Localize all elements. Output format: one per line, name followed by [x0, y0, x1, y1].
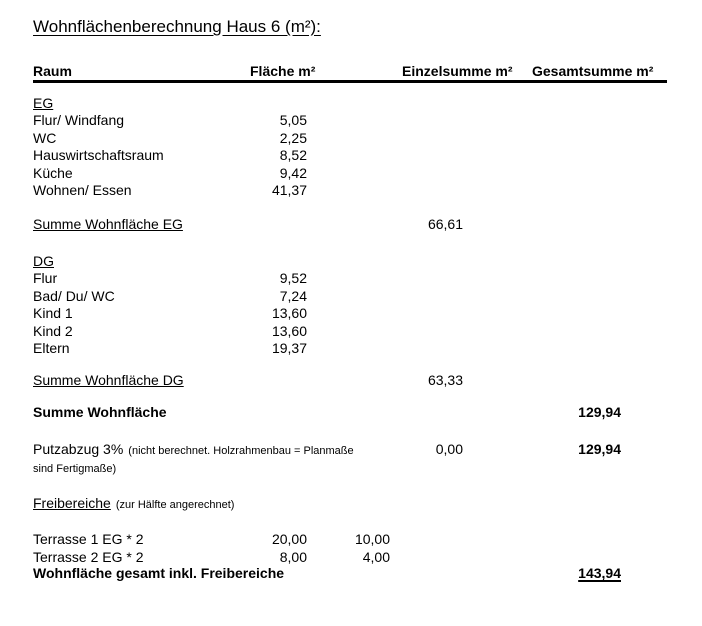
room-row [0, 340, 702, 358]
putzabzug-einzelsumme: 0,00 [435, 441, 463, 457]
column-header-einzelsumme: Einzelsumme m² [402, 63, 513, 79]
section-label: EG [33, 95, 54, 111]
putzabzug-label-line [33, 441, 354, 457]
terrace-half-area: 4,00 [362, 549, 390, 565]
room-row [0, 182, 702, 200]
putzabzug-note-line1: (nicht berechnet. Holzrahmenbau = Planmaße [128, 445, 354, 457]
room-name: Kind 2 [33, 323, 73, 339]
room-area: 41,37 [271, 182, 307, 198]
room-area: 19,37 [271, 340, 307, 356]
room-name: Eltern [33, 340, 70, 356]
room-row [0, 288, 702, 306]
room-row [0, 305, 702, 323]
room-name: Flur/ Windfang [33, 112, 125, 128]
room-row [0, 165, 702, 183]
column-header-gesamtsumme: Gesamtsumme m² [532, 63, 654, 79]
room-row [0, 270, 702, 288]
column-header-flaeche: Fläche m² [250, 63, 316, 79]
sum-value: 63,33 [427, 372, 463, 388]
room-area: 9,42 [279, 165, 307, 181]
terrace-area: 8,00 [279, 549, 307, 565]
putzabzug-label: Putzabzug 3% [33, 441, 124, 457]
sum-value: 129,94 [578, 404, 621, 420]
terrace-row [0, 531, 702, 549]
terrace-name: Terrasse 2 EG * 2 [33, 549, 144, 565]
page-title: Wohnflächenberechnung Haus 6 (m²): [33, 17, 321, 36]
sum-label: Summe Wohnfläche [33, 404, 167, 420]
room-row [0, 147, 702, 165]
putzabzug-note-line2: sind Fertigmaße) [33, 463, 117, 475]
terrace-half-area: 10,00 [354, 531, 390, 547]
sum-value: 66,61 [427, 216, 463, 232]
freibereiche-header [33, 495, 234, 511]
room-name: Kind 1 [33, 305, 73, 321]
room-area: 5,05 [279, 112, 307, 128]
room-name: Wohnen/ Essen [33, 182, 132, 198]
terrace-area: 20,00 [271, 531, 307, 547]
room-name: Flur [33, 270, 58, 286]
room-area: 9,52 [279, 270, 307, 286]
section-label-eg [0, 95, 702, 113]
grand-total-label: Wohnfläche gesamt inkl. Freibereiche [33, 565, 285, 581]
room-name: WC [33, 130, 57, 146]
putzabzug-row [0, 441, 702, 459]
section-label: DG [33, 253, 54, 269]
room-area: 8,52 [279, 147, 307, 163]
table-header-row [0, 63, 702, 81]
putzabzug-note-row [0, 463, 702, 481]
sum-row-eg [0, 216, 702, 234]
putzabzug-gesamtsumme: 129,94 [578, 441, 621, 457]
room-area: 13,60 [271, 323, 307, 339]
room-name: Küche [33, 165, 73, 181]
sum-label: Summe Wohnfläche DG [33, 372, 184, 388]
room-name: Bad/ Du/ WC [33, 288, 115, 304]
header-rule [33, 80, 667, 83]
room-row [0, 130, 702, 148]
room-row [0, 112, 702, 130]
column-header-raum: Raum [33, 63, 72, 79]
room-name: Hauswirtschaftsraum [33, 147, 164, 163]
room-row [0, 323, 702, 341]
terrace-name: Terrasse 1 EG * 2 [33, 531, 144, 547]
section-label-dg [0, 253, 702, 271]
freibereiche-header-row [0, 495, 702, 513]
grand-total-row [0, 565, 702, 583]
room-area: 7,24 [279, 288, 307, 304]
sum-row-total-living-area [0, 404, 702, 422]
sum-label: Summe Wohnfläche EG [33, 216, 183, 232]
room-area: 2,25 [279, 130, 307, 146]
freibereiche-label: Freibereiche [33, 495, 111, 511]
grand-total-value: 143,94 [578, 565, 621, 581]
room-area: 13,60 [271, 305, 307, 321]
freibereiche-note: (zur Hälfte angerechnet) [115, 499, 235, 511]
sum-row-dg [0, 372, 702, 390]
